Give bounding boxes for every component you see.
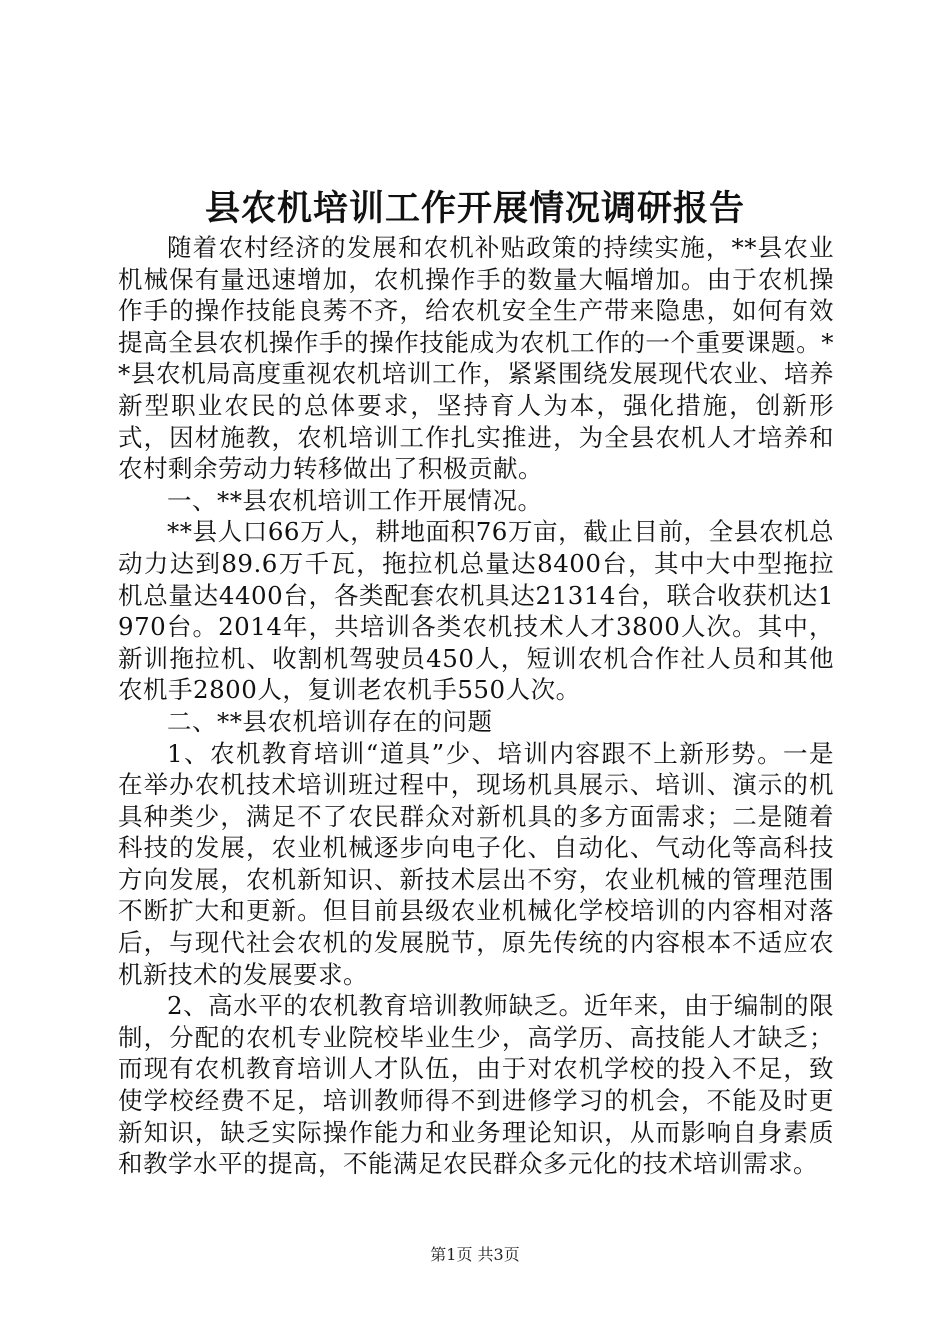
intro-paragraph: 随着农村经济的发展和农机补贴政策的持续实施，**县农业机械保有量迅速增加，农机操作手的数量大幅增加。由于农机操作手的操作技能良莠不齐，给农机安全生产带来隐患，如何有效提高全县农机操作手的操作技能成为农机工作的一个重要课题。**县农机局高度重视农机培训工作，紧紧围绕发展现代农业、培养新型职业农民的总体要求，坚持育人为本，强化措施，创新形式，因材施教，农机培训工作扎实推进，为全县农机人才培养和农村剩余劳动力转移做出了积极贡献。	[118, 233, 834, 484]
page-number-footer: 第1页 共3页	[430, 1245, 520, 1264]
document-body	[118, 232, 834, 1180]
problem-1-paragraph: 1、农机教育培训“道具”少、培训内容跟不上新形势。一是在举办农机技术培训班过程中，现场机具展示、培训、演示的机具种类少，满足不了农民群众对新机具的多方面需求；二是随着科技的发展，农业机械逐步向电子化、自动化、气动化等高科技方向发展，农机新知识、新技术层出不穷，农业机械的管理范围不断扩大和更新。但目前县级农业机械化学校培训的内容相对落后，与现代社会农机的发展脱节，原先传统的内容根本不适应农机新技术的发展要求。	[118, 738, 834, 989]
statistics-paragraph: **县人口66万人，耕地面积76万亩，截止目前，全县农机总动力达到89.6万千瓦，拖拉机总量达8400台，其中大中型拖拉机总量达4400台，各类配套农机具达21314台，联合收获机达1970台。2014年，共培训各类农机技术人才3800人次。其中，新训拖拉机、收割机驾驶员450人，短训农机合作社人员和其他农机手2800人，复训老农机手550人次。	[118, 517, 834, 705]
section-heading-2: 二、**县农机培训存在的问题	[167, 706, 493, 736]
section-heading-1: 一、**县农机培训工作开展情况。	[167, 485, 543, 515]
document-title: 县农机培训工作开展情况调研报告	[204, 188, 745, 229]
problem-2-paragraph: 2、高水平的农机教育培训教师缺乏。近年来，由于编制的限制，分配的农机专业院校毕业生少，高学历、高技能人才缺乏；而现有农机教育培训人才队伍，由于对农机学校的投入不足，致使学校经费不足，培训教师得不到进修学习的机会，不能及时更新知识，缺乏实际操作能力和业务理论知识，从而影响自身素质和教学水平的提高，不能满足农民群众多元化的技术培训需求。	[118, 991, 834, 1179]
